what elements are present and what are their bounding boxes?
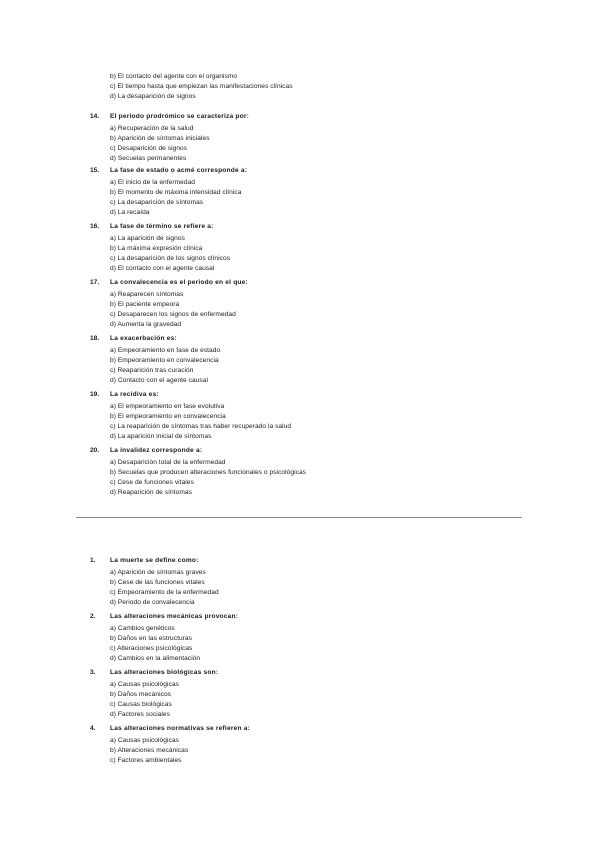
option: a) El inicio de la enfermedad	[110, 179, 196, 186]
option: b) El momento de máxima intensidad clínica	[110, 189, 242, 196]
option: d) El contacto con el agente causal	[110, 265, 215, 272]
option: b) El empeoramiento en convalecencia	[110, 413, 226, 420]
question-text: Las alteraciones normativas se refieren a:	[110, 725, 250, 732]
option: d) Periodo de convalecencia	[110, 599, 195, 606]
option: d) La aparición inicial de síntomas	[110, 433, 212, 440]
question-text: La convalecencia es el periodo en el que:	[110, 279, 248, 286]
option: b) Daños en las estructuras	[110, 635, 192, 642]
option: c) Factores ambientales	[110, 757, 182, 764]
question-text: La muerte se define como:	[110, 557, 199, 564]
question-number: 1.	[90, 557, 96, 564]
option: c) La reaparición de síntomas tras haber recuperado la salud	[110, 423, 292, 430]
option: c) La desaparición de síntomas	[110, 199, 204, 206]
option: d) Reaparición de síntomas	[110, 489, 192, 496]
option: d) La desaparición de signos	[110, 93, 196, 100]
option: d) La recaída	[110, 209, 150, 216]
question-text: La fase de estado o acmé corresponde a:	[110, 167, 248, 174]
option: a) Empeoramiento en fase de estado	[110, 347, 221, 354]
option: c) Reaparición tras curación	[110, 367, 194, 374]
question-number: 17.	[90, 279, 100, 286]
question-number: 16.	[90, 223, 100, 230]
section-divider	[76, 517, 522, 518]
option: b) Secuelas que producen alteraciones funcionales o psicológicas	[110, 469, 307, 476]
option: b) El paciente empeora	[110, 301, 180, 308]
question-number: 15.	[90, 167, 100, 174]
question-number: 2.	[90, 613, 96, 620]
option: c) Empeoramiento de la enfermedad	[110, 589, 219, 596]
option: c) Causas biológicas	[110, 701, 172, 708]
question-number: 14.	[90, 113, 100, 120]
question-text: La fase de término se refiere a:	[110, 223, 214, 230]
option: a) El empeoramiento en fase evolutiva	[110, 403, 225, 410]
option: a) Reaparecen síntomas	[110, 291, 184, 298]
question-number: 20.	[90, 447, 100, 454]
question-number: 19.	[90, 391, 100, 398]
option: a) Causas psicológicas	[110, 737, 179, 744]
option: a) Recuperación de la salud	[110, 125, 194, 132]
option: b) Cese de las funciones vitales	[110, 579, 205, 586]
option: c) Cese de funciones vitales	[110, 479, 194, 486]
question-text: Las alteraciones mecánicas provocan:	[110, 613, 239, 620]
question-number: 4.	[90, 725, 96, 732]
option: c) El tiempo hasta que empiezan las manifestaciones clínicas	[110, 83, 293, 90]
option: a) Desaparición total de la enfermedad	[110, 459, 226, 466]
option: b) Aparición de síntomas iniciales	[110, 135, 210, 142]
option: b) La máxima expresión clínica	[110, 245, 203, 252]
option: b) Empeoramiento en convalecencia	[110, 357, 219, 364]
option: c) La desaparición de los signos clínicos	[110, 255, 231, 262]
option: d) Factores sociales	[110, 711, 170, 718]
option: b) El contacto del agente con el organismo	[110, 73, 238, 80]
question-text: La invalidez corresponde a:	[110, 447, 203, 454]
option: b) Alteraciones mecánicas	[110, 747, 189, 754]
option: b) Daños mecánicos	[110, 691, 172, 698]
option: c) Alteraciones psicológicas	[110, 645, 193, 652]
option: a) Aparición de síntomas graves	[110, 569, 206, 576]
question-text: La recidiva es:	[110, 391, 159, 398]
option: d) Cambios en la alimentación	[110, 655, 201, 662]
continued-options	[110, 72, 293, 102]
option: c) Desaparición de signos	[110, 145, 188, 152]
option: c) Desaparecen los signos de enfermedad	[110, 311, 236, 318]
option: d) Secuelas permanentes	[110, 155, 187, 162]
option: d) Contacto con el agente causal	[110, 377, 209, 384]
option: a) Cambios genéticos	[110, 625, 175, 632]
question-number: 18.	[90, 335, 100, 342]
question-number: 3.	[90, 669, 96, 676]
option: a) La aparición de signos	[110, 235, 185, 242]
option: d) Aumenta la gravedad	[110, 321, 182, 328]
question-text: La exacerbación es:	[110, 335, 177, 342]
option: a) Causas psicológicas	[110, 681, 179, 688]
question-text: Las alteraciones biológicas son:	[110, 669, 219, 676]
question-text: El periodo prodrómico se caracteriza por:	[110, 113, 250, 120]
